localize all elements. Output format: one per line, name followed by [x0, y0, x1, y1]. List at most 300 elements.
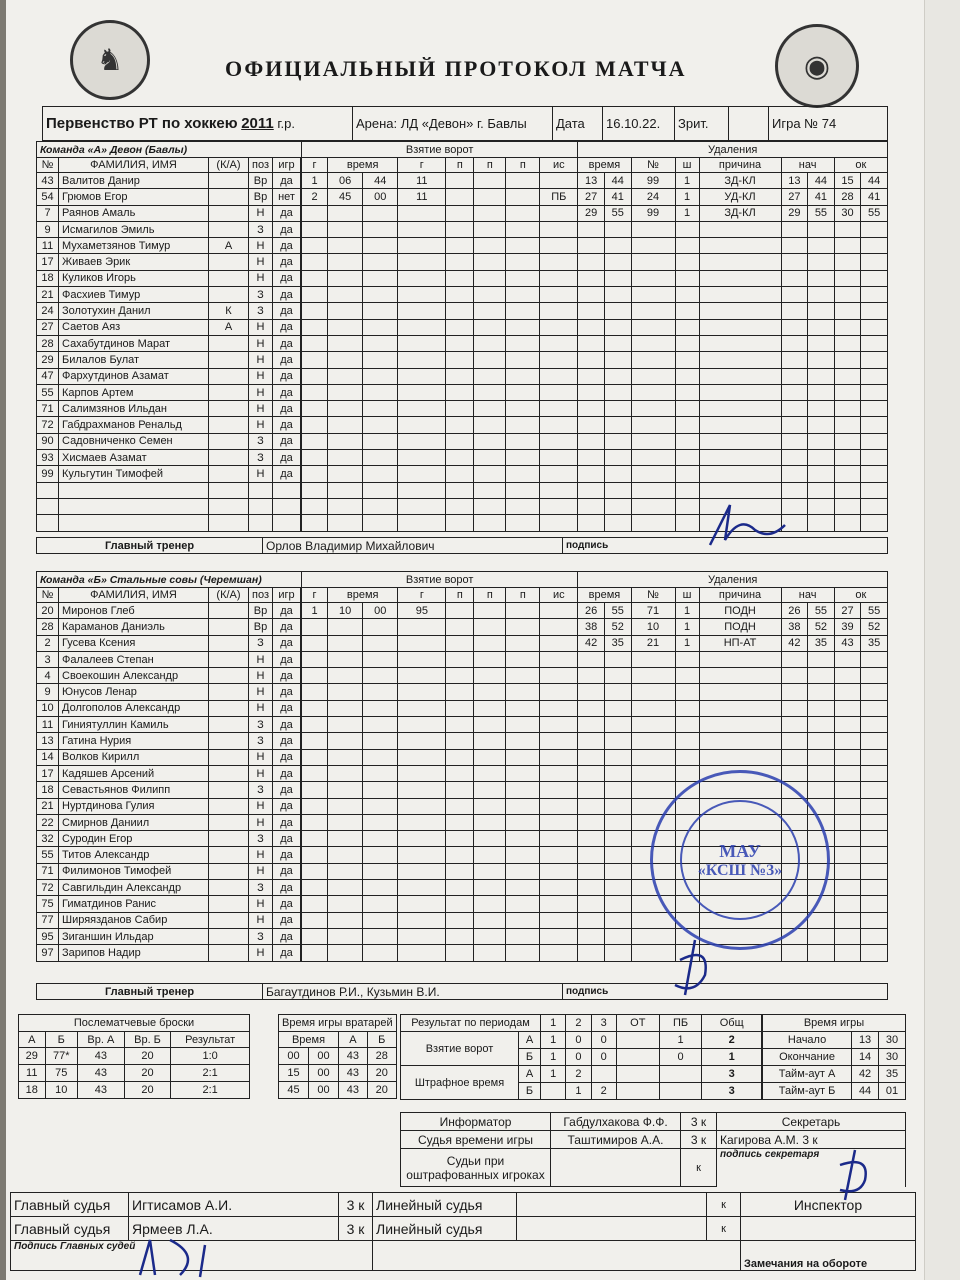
goal-number — [302, 863, 328, 879]
goal-assist-1 — [446, 831, 474, 847]
goal-number — [302, 635, 328, 651]
team-b-coach-label: Главный тренер — [37, 984, 263, 1000]
penalty-end-second — [861, 515, 888, 531]
player-name: Гусева Ксения — [59, 635, 209, 651]
penalty-start-second — [808, 515, 835, 531]
player-captain-mark — [209, 619, 249, 635]
player-played — [273, 482, 301, 498]
player-name — [59, 498, 209, 514]
goal-assist-3 — [506, 700, 540, 716]
goal-number — [302, 782, 328, 798]
penalty-minute — [578, 798, 605, 814]
goal-situation — [540, 896, 578, 912]
penalty-second — [604, 221, 631, 237]
table-row — [37, 417, 888, 433]
goal-scorer — [398, 368, 446, 384]
penalty-second — [604, 401, 631, 417]
goal-minute — [328, 651, 363, 667]
goal-second — [363, 352, 398, 368]
goal-scorer — [398, 482, 446, 498]
player-name: Юнусов Ленар — [59, 684, 209, 700]
goal-assist-1 — [446, 782, 474, 798]
penalty-minutes — [675, 749, 699, 765]
col-play: игр — [273, 158, 301, 173]
goal-scorer — [398, 782, 446, 798]
penalty-end-second — [861, 945, 888, 961]
player-number: 93 — [37, 450, 59, 466]
goal-number — [302, 684, 328, 700]
goal-assist-3 — [506, 189, 540, 205]
goal-number: 1 — [302, 603, 328, 619]
stamp-line-2: «КСШ №3» — [697, 861, 783, 879]
team-a-signature-label: подпись — [563, 538, 888, 554]
col-pen-start: нач — [781, 158, 834, 173]
penalty-minutes — [675, 482, 699, 498]
goal-minute — [328, 368, 363, 384]
penalty-minutes — [675, 466, 699, 482]
goal-assist-1 — [446, 303, 474, 319]
goal-scorer — [398, 319, 446, 335]
penalty-player-number — [631, 782, 675, 798]
goal-situation — [540, 798, 578, 814]
penalty-second — [604, 945, 631, 961]
game-time-label: Начало — [763, 1032, 852, 1049]
pim-a-ot — [616, 1066, 659, 1083]
game-time-minute: 44 — [852, 1083, 879, 1100]
player-position: Н — [249, 401, 273, 417]
goal-scorer — [398, 433, 446, 449]
player-name: Габдрахманов Ренальд — [59, 417, 209, 433]
penalty-start-minute — [781, 700, 808, 716]
player-position: З — [249, 831, 273, 847]
table-row — [37, 684, 888, 700]
penalty-player-number — [631, 238, 675, 254]
shootout-cell: 20 — [124, 1048, 171, 1065]
player-played: да — [273, 368, 301, 384]
goal-assist-3 — [506, 368, 540, 384]
player-played: да — [273, 684, 301, 700]
penalty-end-minute — [834, 863, 861, 879]
goal-situation — [540, 847, 578, 863]
penalty-end-second — [861, 684, 888, 700]
penalty-reason — [699, 749, 781, 765]
goalie-col-a: А — [339, 1032, 368, 1048]
player-played: да — [273, 450, 301, 466]
penalty-end-second — [861, 928, 888, 944]
goal-second — [363, 221, 398, 237]
goalie-col-b: Б — [367, 1032, 396, 1048]
penalty-player-number — [631, 384, 675, 400]
penalty-end-minute — [834, 482, 861, 498]
goal-assist-3 — [506, 352, 540, 368]
penalty-end-minute — [834, 221, 861, 237]
goalie-time-table — [278, 1014, 397, 1099]
pim-a-p1: 1 — [541, 1066, 566, 1083]
penalty-minute — [578, 319, 605, 335]
goal-number — [302, 482, 328, 498]
goal-number — [302, 700, 328, 716]
goal-assist-1 — [446, 173, 474, 189]
penalty-minutes — [675, 335, 699, 351]
pim-a-p2: 2 — [566, 1066, 591, 1083]
penalty-start-second — [808, 368, 835, 384]
penalty-end-second — [861, 238, 888, 254]
goal-scorer — [398, 733, 446, 749]
player-position: З — [249, 782, 273, 798]
penalty-start-minute — [781, 287, 808, 303]
goal-assist-1 — [446, 270, 474, 286]
goalie-time-cell: 15 — [279, 1065, 309, 1082]
team-b-penalties-header: Удаления — [578, 572, 888, 588]
penalty-end-minute — [834, 450, 861, 466]
penalty-player-number — [631, 717, 675, 733]
penalty-second — [604, 928, 631, 944]
secretary-signature-label: подпись секретаря — [717, 1149, 906, 1187]
goal-assist-3 — [506, 765, 540, 781]
penalty-end-second — [861, 303, 888, 319]
player-played: да — [273, 700, 301, 716]
chief-referee-label-1: Главный судья — [11, 1193, 129, 1217]
penalty-minutes: 1 — [675, 603, 699, 619]
goal-assist-2 — [474, 335, 506, 351]
timekeeper-category: 3 к — [681, 1131, 717, 1149]
penalty-end-minute — [834, 847, 861, 863]
shootout-cell: 2:1 — [171, 1065, 250, 1082]
goal-situation — [540, 417, 578, 433]
team-b-name: Команда «Б» Стальные совы (Черемшан) — [37, 572, 302, 588]
player-captain-mark — [209, 205, 249, 221]
goal-scorer — [398, 352, 446, 368]
player-captain-mark — [209, 287, 249, 303]
goal-assist-1 — [446, 603, 474, 619]
goal-number — [302, 466, 328, 482]
player-captain-mark — [209, 466, 249, 482]
player-name: Караманов Даниэль — [59, 619, 209, 635]
player-played: да — [273, 635, 301, 651]
periods-pim-team-a: А — [519, 1066, 541, 1083]
penalty-start-minute — [781, 238, 808, 254]
col-pen-reason: причина — [699, 158, 781, 173]
penalty-end-second — [861, 368, 888, 384]
player-name: Хисмаев Азамат — [59, 450, 209, 466]
birth-year: 2011 — [241, 115, 274, 132]
goal-assist-3 — [506, 814, 540, 830]
penalty-end-minute — [834, 684, 861, 700]
goal-scorer — [398, 287, 446, 303]
goal-situation — [540, 401, 578, 417]
goal-situation — [540, 684, 578, 700]
penalty-minute — [578, 651, 605, 667]
table-row — [37, 303, 888, 319]
game-time-second: 30 — [879, 1049, 906, 1066]
player-captain-mark — [209, 401, 249, 417]
penalty-second — [604, 782, 631, 798]
player-position — [249, 498, 273, 514]
penalty-minute — [578, 368, 605, 384]
goal-assist-3 — [506, 945, 540, 961]
penalty-start-minute — [781, 254, 808, 270]
penalty-minute: 29 — [578, 205, 605, 221]
chief-referees-signature — [130, 1235, 230, 1280]
player-played: да — [273, 765, 301, 781]
goal-assist-3 — [506, 668, 540, 684]
goal-number — [302, 221, 328, 237]
penalty-start-second: 41 — [808, 189, 835, 205]
player-number: 11 — [37, 238, 59, 254]
goal-assist-1 — [446, 798, 474, 814]
col-pen-time: время — [578, 588, 631, 603]
informator-label: Информатор — [401, 1113, 551, 1131]
penalty-end-second — [861, 254, 888, 270]
goal-number — [302, 433, 328, 449]
goal-minute: 06 — [328, 173, 363, 189]
penalty-end-minute — [834, 287, 861, 303]
penalty-end-minute — [834, 335, 861, 351]
penalty-minutes — [675, 668, 699, 684]
penalty-start-second — [808, 466, 835, 482]
penalty-start-second — [808, 254, 835, 270]
col-pen-end: ок — [834, 158, 887, 173]
player-number: 11 — [37, 717, 59, 733]
goal-situation — [540, 482, 578, 498]
player-number: 10 — [37, 700, 59, 716]
player-number: 43 — [37, 173, 59, 189]
penalty-minutes — [675, 401, 699, 417]
goal-scorer — [398, 466, 446, 482]
penalty-end-minute — [834, 880, 861, 896]
table-row — [37, 749, 888, 765]
hockey-federation-logo: ◉ — [775, 24, 859, 108]
goal-assist-1 — [446, 287, 474, 303]
goal-scorer — [398, 928, 446, 944]
shootout-cell: 20 — [124, 1082, 171, 1099]
goalie-col-time: Время — [279, 1032, 339, 1048]
goal-assist-1 — [446, 466, 474, 482]
goal-assist-2 — [474, 368, 506, 384]
goal-situation — [540, 450, 578, 466]
shootout-cell: 11 — [19, 1065, 46, 1082]
penalty-start-minute: 13 — [781, 173, 808, 189]
goal-situation — [540, 303, 578, 319]
penalty-reason — [699, 238, 781, 254]
goal-number — [302, 814, 328, 830]
penalty-end-minute — [834, 401, 861, 417]
goal-assist-2 — [474, 173, 506, 189]
player-name — [59, 515, 209, 531]
goal-second: 44 — [363, 173, 398, 189]
chief-referee-label-2: Главный судья — [11, 1217, 129, 1241]
goal-assist-1 — [446, 482, 474, 498]
player-played: да — [273, 254, 301, 270]
player-position: Н — [249, 814, 273, 830]
col-ka: (К/А) — [209, 158, 249, 173]
goal-minute: 10 — [328, 603, 363, 619]
player-played: да — [273, 798, 301, 814]
penalty-minute — [578, 498, 605, 514]
goal-assist-2 — [474, 831, 506, 847]
penalty-second — [604, 417, 631, 433]
goal-assist-3 — [506, 684, 540, 700]
goal-situation — [540, 254, 578, 270]
goal-minute — [328, 733, 363, 749]
goal-assist-2 — [474, 928, 506, 944]
penalty-reason: ПОДН — [699, 619, 781, 635]
penalty-second — [604, 863, 631, 879]
player-number: 14 — [37, 749, 59, 765]
penalty-minute — [578, 417, 605, 433]
goal-assist-1 — [446, 814, 474, 830]
goal-situation — [540, 635, 578, 651]
col-pos: поз — [249, 588, 273, 603]
player-captain-mark — [209, 684, 249, 700]
penalty-minutes: 1 — [675, 635, 699, 651]
penalty-minute: 38 — [578, 619, 605, 635]
goal-minute — [328, 880, 363, 896]
player-number: 72 — [37, 417, 59, 433]
game-time-second: 35 — [879, 1066, 906, 1083]
penalty-minute — [578, 700, 605, 716]
player-position: З — [249, 928, 273, 944]
player-position: Вр — [249, 189, 273, 205]
player-played: да — [273, 912, 301, 928]
goal-scorer — [398, 668, 446, 684]
player-number: 55 — [37, 847, 59, 863]
player-position: З — [249, 287, 273, 303]
penalty-end-second — [861, 717, 888, 733]
game-label: Игра № — [772, 116, 819, 131]
penalty-start-second — [808, 352, 835, 368]
penalty-reason — [699, 401, 781, 417]
penalty-second — [604, 684, 631, 700]
goal-number — [302, 303, 328, 319]
col-assist-1: п — [446, 158, 474, 173]
penalty-player-number: 71 — [631, 603, 675, 619]
goalie-time-title: Время игры вратарей — [279, 1015, 397, 1032]
penalty-minutes — [675, 287, 699, 303]
penalty-start-minute — [781, 417, 808, 433]
player-name: Севастьянов Филипп — [59, 782, 209, 798]
penalty-minute — [578, 782, 605, 798]
player-played: да — [273, 335, 301, 351]
penalty-player-number — [631, 270, 675, 286]
penalty-player-number — [631, 401, 675, 417]
player-number: 17 — [37, 254, 59, 270]
penalty-end-second — [861, 912, 888, 928]
player-captain-mark — [209, 482, 249, 498]
goal-assist-1 — [446, 384, 474, 400]
goal-second — [363, 270, 398, 286]
penalty-start-second: 44 — [808, 173, 835, 189]
goal-scorer: 11 — [398, 173, 446, 189]
goal-situation — [540, 352, 578, 368]
penalty-start-second — [808, 498, 835, 514]
shootout-col: Вр. А — [77, 1032, 124, 1048]
goal-number — [302, 749, 328, 765]
penalty-end-second — [861, 498, 888, 514]
goal-scorer — [398, 798, 446, 814]
player-name — [59, 482, 209, 498]
penalty-player-number — [631, 417, 675, 433]
goal-situation — [540, 782, 578, 798]
goal-minute — [328, 928, 363, 944]
goal-assist-2 — [474, 270, 506, 286]
penalty-start-minute: 42 — [781, 635, 808, 651]
penalty-minutes — [675, 700, 699, 716]
col-goal-num: г — [302, 158, 328, 173]
goal-assist-2 — [474, 189, 506, 205]
goal-minute — [328, 221, 363, 237]
goal-assist-1 — [446, 450, 474, 466]
penalty-reason — [699, 384, 781, 400]
penalty-end-minute — [834, 466, 861, 482]
goal-assist-2 — [474, 749, 506, 765]
goal-assist-3 — [506, 238, 540, 254]
player-captain-mark — [209, 814, 249, 830]
penalty-end-second — [861, 482, 888, 498]
penalty-end-second — [861, 335, 888, 351]
penalty-second — [604, 384, 631, 400]
goal-situation — [540, 498, 578, 514]
player-number: 95 — [37, 928, 59, 944]
player-captain-mark: А — [209, 319, 249, 335]
player-captain-mark — [209, 651, 249, 667]
goal-number — [302, 254, 328, 270]
goal-scorer — [398, 863, 446, 879]
goalie-time-cell: 20 — [367, 1082, 396, 1099]
spectators-label: Зрит. — [675, 107, 729, 141]
col-pen-minutes: ш — [675, 158, 699, 173]
goal-scorer — [398, 831, 446, 847]
table-row — [37, 668, 888, 684]
goal-assist-1 — [446, 896, 474, 912]
goal-minute — [328, 384, 363, 400]
goal-assist-2 — [474, 880, 506, 896]
table-row — [37, 254, 888, 270]
championship-cell — [43, 107, 353, 141]
penalty-end-minute: 39 — [834, 619, 861, 635]
player-name: Золотухин Данил — [59, 303, 209, 319]
table-row — [37, 603, 888, 619]
game-time-label: Тайм-аут Б — [763, 1083, 852, 1100]
penalty-end-second — [861, 450, 888, 466]
game-time-table — [762, 1014, 906, 1100]
goals-b-pb: 0 — [659, 1049, 702, 1066]
player-number: 97 — [37, 945, 59, 961]
table-row — [279, 1048, 397, 1065]
player-captain-mark — [209, 896, 249, 912]
penalty-second — [604, 749, 631, 765]
goals-a-total: 2 — [702, 1032, 762, 1049]
goal-scorer — [398, 450, 446, 466]
goal-second — [363, 401, 398, 417]
goal-situation — [540, 814, 578, 830]
player-played: да — [273, 319, 301, 335]
goal-situation — [540, 287, 578, 303]
player-name: Сахабутдинов Марат — [59, 335, 209, 351]
penalty-start-second — [808, 303, 835, 319]
penalty-end-second — [861, 749, 888, 765]
goals-a-p1: 1 — [541, 1032, 566, 1049]
goal-second — [363, 482, 398, 498]
game-time-second: 30 — [879, 1032, 906, 1049]
goal-second — [363, 847, 398, 863]
goal-assist-3 — [506, 880, 540, 896]
player-name: Саетов Аяз — [59, 319, 209, 335]
player-position: Н — [249, 352, 273, 368]
player-position: З — [249, 635, 273, 651]
player-name: Грюмов Егор — [59, 189, 209, 205]
penalty-minutes — [675, 221, 699, 237]
